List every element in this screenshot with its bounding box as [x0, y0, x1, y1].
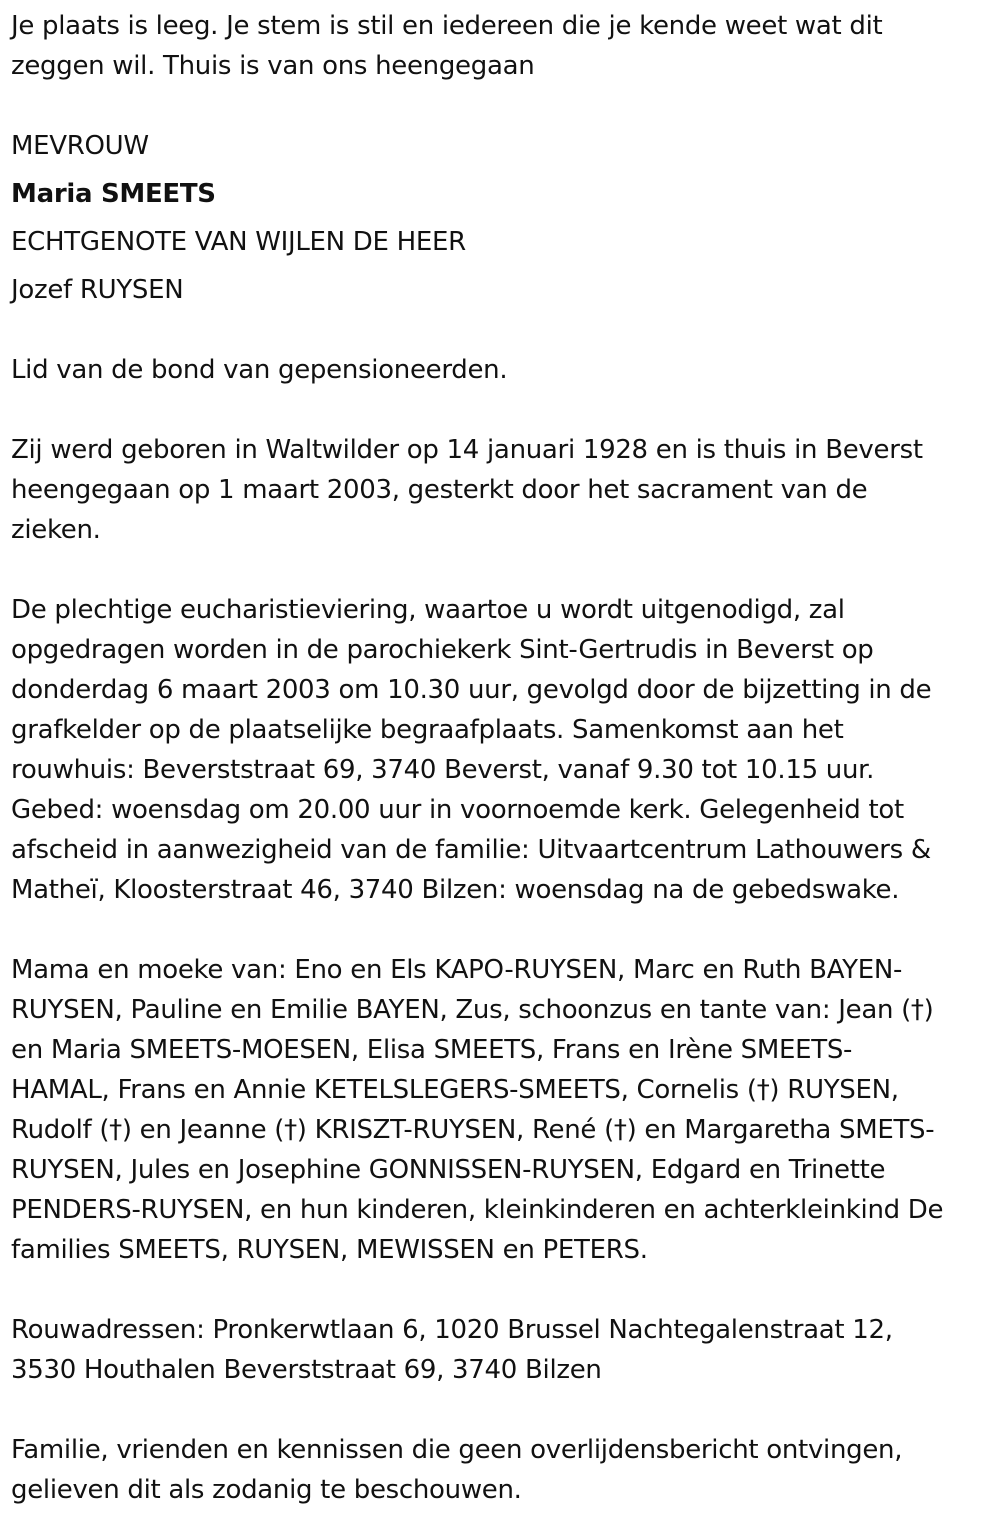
relation-text: ECHTGENOTE VAN WIJLEN DE HEER — [11, 227, 466, 257]
spacer — [11, 390, 992, 430]
birth-death-paragraph: Zij werd geboren in Waltwilder op 14 januari 1928 en is thuis in Beverst heengegaan op 1 maart 2003, gesterkt door het sacrament van de zieken. — [11, 435, 923, 545]
deceased-name: Maria SMEETS — [11, 179, 216, 209]
title-text: MEVROUW — [11, 131, 149, 161]
spacer — [11, 310, 992, 350]
spacer — [11, 1270, 992, 1310]
spacer — [11, 550, 992, 590]
spouse-name: Jozef RUYSEN — [11, 275, 184, 305]
family-paragraph: Mama en moeke van: Eno en Els KAPO-RUYSEN, Marc en Ruth BAYEN- RUYSEN, Pauline en Emilie BAYEN, Zus, schoonzus en tante van: Jean (†) en Maria SMEETS-MOESEN, Elisa SMEETS, Frans en Irène SMEETS- HAMAL, Frans en Annie KETELSLEGERS-SMEETS, Cornelis (†) RUYSEN, Rudolf (†) en Jeanne (†) KRISZT-RUYSEN, René (†) en Margaretha SMETS- RUYSEN, Jules en Josephine GONNISSEN-RUYSEN, Edgard en Trinette PENDERS-RUYSEN, en hun kinderen, kleinkinderen en achterkleinkind De families SMEETS, RUYSEN, MEWISSEN en PETERS. — [11, 955, 944, 1265]
spacer — [11, 1390, 992, 1430]
spacer — [11, 86, 992, 126]
closing-paragraph: Familie, vrienden en kennissen die geen overlijdensbericht ontvingen, gelieven dit als zodanig te beschouwen. — [11, 1435, 903, 1505]
spacer — [11, 910, 992, 950]
membership-text: Lid van de bond van gepensioneerden. — [11, 355, 508, 385]
addresses-paragraph: Rouwadressen: Pronkerwtlaan 6, 1020 Brussel Nachtegalenstraat 12, 3530 Houthalen Beverststraat 69, 3740 Bilzen — [11, 1315, 893, 1385]
ceremony-paragraph: De plechtige eucharistieviering, waartoe u wordt uitgenodigd, zal opgedragen worden in de parochiekerk Sint-Gertrudis in Beverst op donderdag 6 maart 2003 om 10.30 uur, gevolgd door de bijzetting in de grafkelder op de plaatselijke begraafplaats. Samenkomst aan het rouwhuis: Beverststraat 69, 3740 Beverst, vanaf 9.30 tot 10.15 uur. Gebed: woensdag om 20.00 uur in voornoemde kerk. Gelegenheid tot afscheid in aanwezigheid van de familie: Uitvaartcentrum Lathouwers & Matheï, Kloosterstraat 46, 3740 Bilzen: woensdag na de gebedswake. — [11, 595, 932, 905]
intro-text: Je plaats is leeg. Je stem is stil en iedereen die je kende weet wat dit zeggen wil. Thuis is van ons heengegaan — [11, 11, 883, 81]
